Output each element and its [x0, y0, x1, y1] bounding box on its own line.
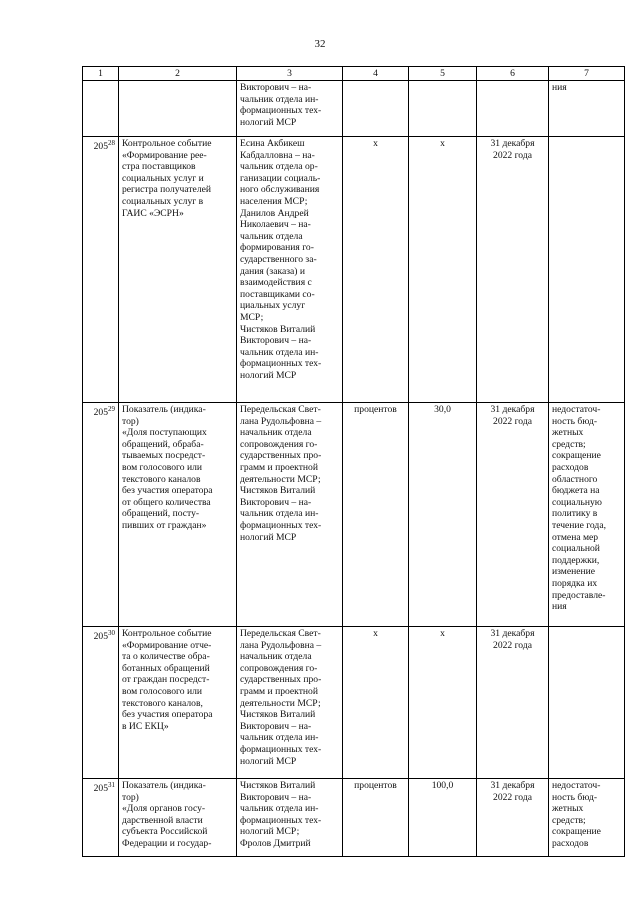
row-deadline: 31 декабря 2022 года — [477, 627, 549, 779]
row-risks: недостаточ- ность бюд- жетных средств; сокращение расходов областного бюджета на социальную политику в течение года, отмена мер социальной поддержки, изменение порядка их предоставле- ния — [549, 403, 625, 627]
header-cell: 4 — [343, 67, 409, 81]
header-cell: 7 — [549, 67, 625, 81]
row-responsible: Передельская Свет- лана Рудольфовна – начальник отдела сопровождения го- сударственных про- грамм и проектной деятельности МСР; Чистяков Виталий Викторович – на- чальник отдела ин- формационных тех- нологий МСР — [237, 403, 343, 627]
page-number: 32 — [314, 38, 326, 50]
header-cell: 3 — [237, 67, 343, 81]
table-header-row — [83, 67, 625, 81]
row-unit: процентов — [343, 779, 409, 857]
table-row — [83, 779, 625, 857]
table-row — [83, 81, 625, 137]
row-value: 100,0 — [409, 779, 477, 857]
row-unit — [343, 81, 409, 137]
table-row — [83, 137, 625, 403]
row-unit: х — [343, 627, 409, 779]
header-cell: 6 — [477, 67, 549, 81]
row-deadline: 31 декабря 2022 года — [477, 137, 549, 403]
row-deadline — [477, 81, 549, 137]
row-risks — [549, 137, 625, 403]
row-description: Контрольное событие «Формирование отче- та о количестве обра- ботанных обращений от граждан посредст- вом голосового или текстового каналов, без участия оператора в ИС ЕКЦ» — [119, 627, 237, 779]
row-responsible: Есина Акбикеш Кабдалловна – на- чальник отдела ор- ганизации социаль- ного обслуживания населения МСР; Данилов Андрей Николаевич – на- чальник отдела формирования го- сударственного за- дания (заказа) и взаимодействия с поставщиками со- циальных услуг МСР; Чистяков Виталий Викторович – на- чальник отдела ин- формационных тех- нологий МСР — [237, 137, 343, 403]
row-number: $205^{29}$ — [83, 403, 119, 627]
header-cell: 2 — [119, 67, 237, 81]
row-unit: процентов — [343, 403, 409, 627]
row-responsible: Чистяков Виталий Викторович – на- чальник отдела ин- формационных тех- нологий МСР; Фролов Дмитрий — [237, 779, 343, 857]
header-cell: 5 — [409, 67, 477, 81]
row-risks: недостаточ- ность бюд- жетных средств; сокращение расходов — [549, 779, 625, 857]
header-cell: 1 — [83, 67, 119, 81]
row-number — [83, 81, 119, 137]
row-number: $205^{28}$ — [83, 137, 119, 403]
row-value: х — [409, 137, 477, 403]
row-value: 30,0 — [409, 403, 477, 627]
row-description: Контрольное событие «Формирование рее- стра поставщиков социальных услуг и регистра получателей социальных услуг в ГАИС «ЭСРН» — [119, 137, 237, 403]
row-deadline: 31 декабря 2022 года — [477, 403, 549, 627]
row-description: Показатель (индика- тор) «Доля органов госу- дарственной власти субъекта Российской Федерации и государ- — [119, 779, 237, 857]
row-number: $205^{31}$ — [83, 779, 119, 857]
row-risks: ния — [549, 81, 625, 137]
row-deadline: 31 декабря 2022 года — [477, 779, 549, 857]
row-value — [409, 81, 477, 137]
row-description — [119, 81, 237, 137]
row-description: Показатель (индика- тор) «Доля поступающих обращений, обраба- тываемых посредст- вом голосового или текстового каналов без участия оператора от общего количества обращений, посту- пивших от граждан» — [119, 403, 237, 627]
row-number: $205^{30}$ — [83, 627, 119, 779]
row-responsible: Передельская Свет- лана Рудольфовна – начальник отдела сопровождения го- сударственных про- грамм и проектной деятельности МСР; Чистяков Виталий Викторович – на- чальник отдела ин- формационных тех- нологий МСР — [237, 627, 343, 779]
document-table — [82, 66, 625, 857]
table-row — [83, 627, 625, 779]
row-value: х — [409, 627, 477, 779]
row-unit: х — [343, 137, 409, 403]
row-risks — [549, 627, 625, 779]
row-responsible: Викторович – на- чальник отдела ин- формационных тех- нологий МСР — [237, 81, 343, 137]
table-row — [83, 403, 625, 627]
